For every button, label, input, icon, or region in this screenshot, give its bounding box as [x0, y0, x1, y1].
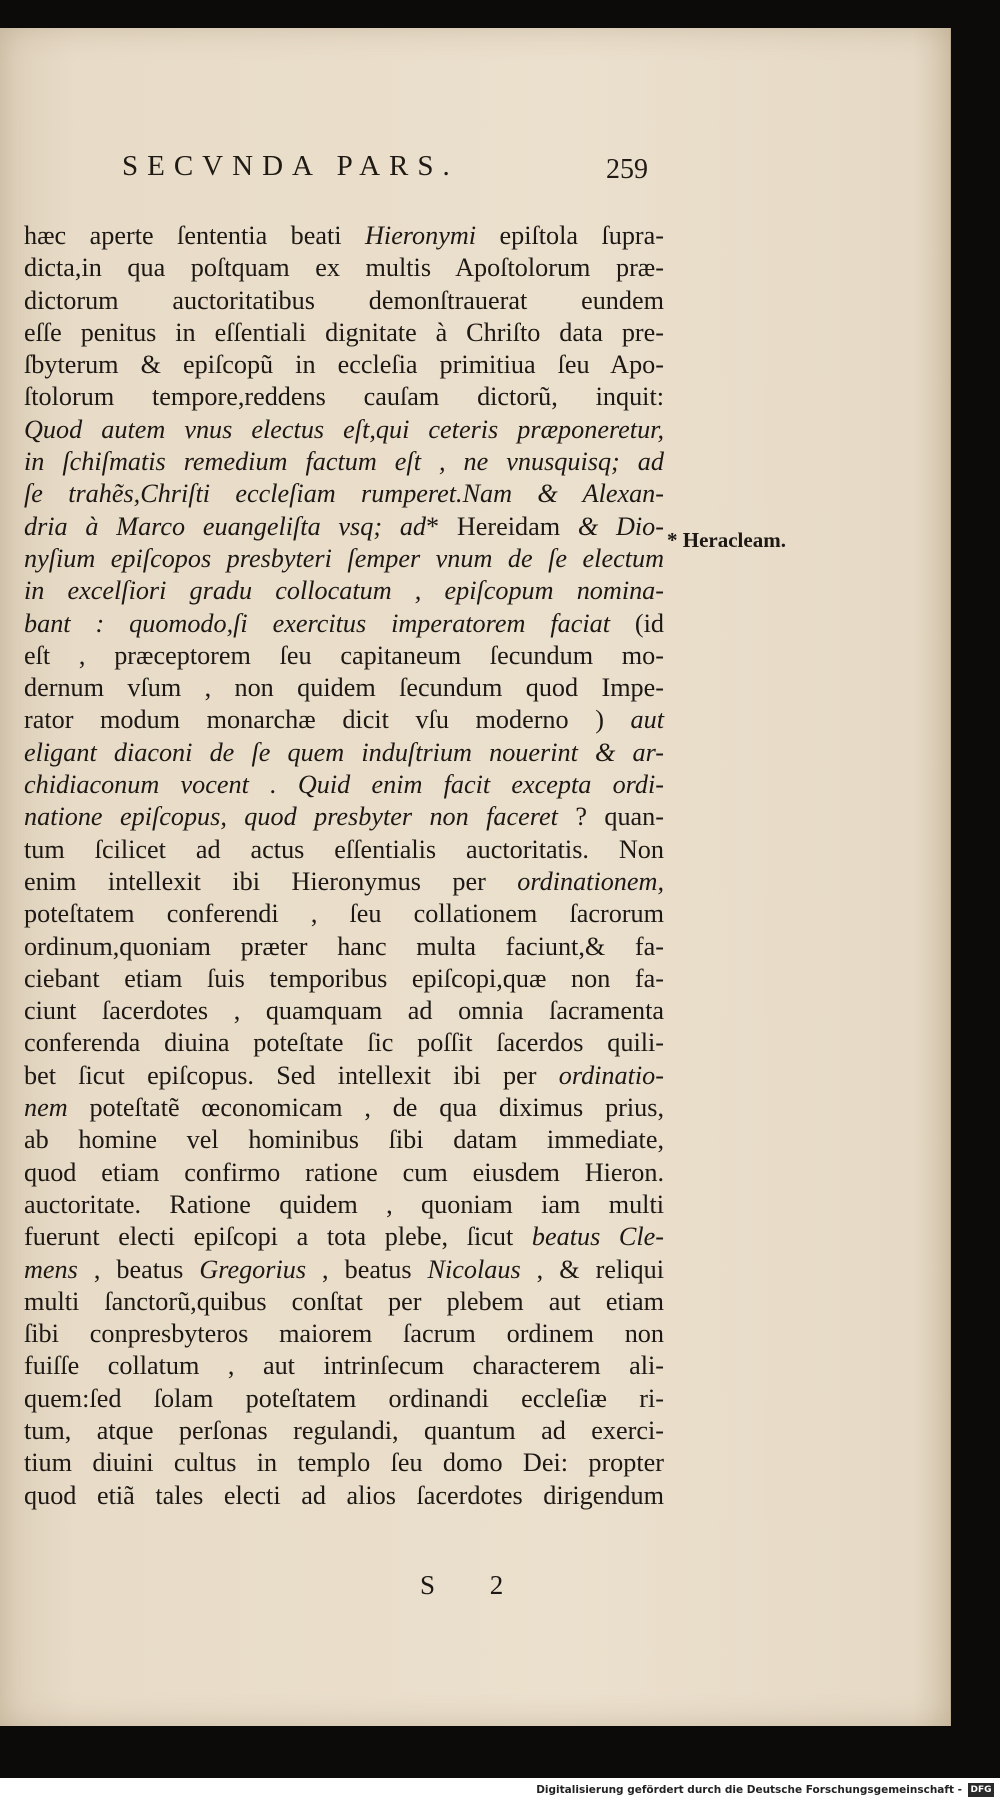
text-line	[24, 511, 664, 543]
running-head	[0, 150, 950, 190]
italic-segment: ordinatio-	[558, 1060, 664, 1090]
text-segment: eſſe penitus in eſſentiali dignitate à Chriſto data pre-	[24, 317, 664, 347]
italic-segment: & Dio-	[560, 511, 664, 541]
text-segment: , & reliqui	[520, 1254, 664, 1284]
italic-segment: Quod autem vnus electus eſt,qui ceteris præponeretur,	[24, 414, 664, 444]
italic-segment: in ſchiſmatis remedium factum eſt , ne vnusquisq; ad	[24, 447, 664, 477]
text-segment: eſt , præceptorem ſeu capitaneum ſecundum mo-	[24, 640, 664, 670]
dfg-logo: DFG	[968, 1783, 994, 1797]
italic-segment: bant : quomodo,ſi exercitus imperatorem faciat	[24, 608, 610, 638]
text-line	[24, 1027, 664, 1059]
text-line	[24, 995, 664, 1027]
text-line	[24, 1060, 664, 1092]
text-line	[24, 1286, 664, 1318]
text-line	[24, 1221, 664, 1253]
text-segment: ciunt ſacerdotes , quamquam ad omnia ſacramenta	[24, 996, 664, 1026]
italic-segment: Gregorius	[199, 1254, 307, 1284]
margin-note: * Heracleam.	[667, 528, 786, 552]
text-segment: quem:ſed ſolam poteſtatem ordinandi eccleſiæ ri-	[24, 1383, 664, 1413]
funding-notice: Digitalisierung gefördert durch die Deutsche Forschungsgemeinschaft -	[536, 1784, 962, 1796]
text-line	[24, 672, 664, 704]
text-line	[24, 1318, 664, 1350]
page-number: 259	[606, 154, 648, 185]
text-segment: ſibi conpresbyteros maiorem ſacrum ordinem non	[24, 1319, 664, 1349]
text-line	[24, 1157, 664, 1189]
text-segment: tum ſcilicet ad actus eſſentialis auctoritatis. Non	[24, 834, 664, 864]
italic-segment: in excelſiori gradu collocatum , epiſcopum nomina-	[24, 576, 664, 606]
text-line	[24, 381, 664, 413]
italic-segment: nem	[24, 1093, 68, 1123]
text-line	[24, 285, 664, 317]
text-line	[24, 769, 664, 801]
text-line	[24, 898, 664, 930]
text-line	[24, 608, 664, 640]
italic-segment: dria à Marco euangeliſta vsq; ad	[24, 511, 427, 541]
text-segment: quod etiã tales electi ad alios ſacerdotes dirigendum	[24, 1480, 664, 1510]
text-line	[24, 963, 664, 995]
italic-segment: Hieronymi	[365, 221, 477, 250]
italic-segment: nyſium epiſcopos presbyteri ſemper vnum de ſe electum	[24, 543, 664, 573]
book-page	[0, 28, 951, 1726]
text-segment: epiſtola ſupra-	[476, 221, 664, 250]
text-segment: multi ſanctorũ,quibus conſtat per plebem aut etiam	[24, 1286, 664, 1316]
text-line	[24, 737, 664, 769]
text-segment: ab homine vel hominibus ſibi datam immediate,	[24, 1125, 664, 1155]
text-segment: ciebant etiam ſuis temporibus epiſcopi,quæ non fa-	[24, 963, 664, 993]
text-line	[24, 834, 664, 866]
text-line	[24, 1383, 664, 1415]
text-segment: dernum vſum , non quidem ſecundum quod Impe-	[24, 673, 664, 703]
text-segment: rator modum monarchæ dicit vſu moderno )	[24, 705, 631, 735]
text-line	[24, 1092, 664, 1124]
text-segment: * Hereidam	[426, 511, 561, 541]
text-segment: fuiſſe collatum , aut intrinſecum characterem ali-	[24, 1351, 664, 1381]
text-line	[24, 1189, 664, 1221]
text-segment: tium diuini cultus in templo ſeu domo Dei: propter	[24, 1448, 664, 1478]
text-line	[24, 704, 664, 736]
text-segment: dicta,in qua poſtquam ex multis Apoſtolorum præ-	[24, 253, 664, 283]
footer-bar	[0, 1778, 1000, 1800]
italic-segment: beatus Cle-	[531, 1222, 664, 1252]
text-line	[24, 1447, 664, 1479]
text-segment: enim intellexit ibi Hieronymus per	[24, 866, 518, 896]
signature-mark: S 2	[420, 1570, 528, 1600]
text-segment: auctoritate. Ratione quidem , quoniam iam multi	[24, 1189, 664, 1219]
text-line	[24, 543, 664, 575]
text-line	[24, 446, 664, 478]
text-segment: poteſtatẽ œconomicam , de qua diximus prius,	[67, 1093, 664, 1123]
text-line	[24, 1480, 664, 1512]
text-line	[24, 931, 664, 963]
text-line	[24, 220, 664, 252]
text-line	[24, 1254, 664, 1286]
text-line	[24, 1415, 664, 1447]
text-segment: (id	[609, 608, 664, 638]
text-segment: , beatus	[306, 1254, 428, 1284]
text-line	[24, 478, 664, 510]
text-segment: conferenda diuina poteſtate ſic poſſit ſacerdos quili-	[24, 1028, 664, 1058]
text-segment: fuerunt electi epiſcopi a tota plebe, ſicut	[24, 1222, 532, 1252]
text-line	[24, 575, 664, 607]
text-line	[24, 317, 664, 349]
text-line	[24, 349, 664, 381]
italic-segment: natione epiſcopus, quod presbyter non faceret	[24, 802, 558, 832]
italic-segment: mens	[24, 1254, 78, 1284]
text-segment: hæc aperte ſententia beati	[24, 221, 365, 250]
text-segment: ordinum,quoniam præter hanc multa faciunt,& fa-	[24, 931, 664, 961]
text-line	[24, 1124, 664, 1156]
body-text	[24, 220, 664, 1512]
text-segment: ? quan-	[557, 802, 664, 832]
text-segment: ſtolorum tempore,reddens cauſam dictorũ, inquit:	[24, 382, 664, 412]
italic-segment: Nicolaus	[427, 1254, 521, 1284]
page-title: SECVNDA PARS.	[122, 150, 459, 182]
italic-segment: eligant diaconi de ſe quem induſtrium nouerint & ar-	[24, 737, 664, 767]
text-segment: poteſtatem conferendi , ſeu collationem ſacrorum	[24, 899, 664, 929]
text-line	[24, 866, 664, 898]
italic-segment: aut	[630, 705, 664, 735]
text-segment: ſbyterum & epiſcopũ in eccleſia primitiua ſeu Apo-	[24, 350, 664, 380]
text-segment: dictorum auctoritatibus demonſtrauerat eundem	[24, 285, 664, 315]
text-segment: quod etiam confirmo ratione cum eiusdem Hieron.	[24, 1157, 664, 1187]
text-line	[24, 1350, 664, 1382]
text-line	[24, 414, 664, 446]
text-line	[24, 252, 664, 284]
text-line	[24, 801, 664, 833]
text-segment: tum, atque perſonas regulandi, quantum ad exerci-	[24, 1415, 664, 1445]
text-segment: bet ſicut epiſcopus. Sed intellexit ibi per	[24, 1060, 559, 1090]
italic-segment: ordinationem,	[517, 866, 664, 896]
text-segment: , beatus	[77, 1254, 200, 1284]
italic-segment: ſe trahẽs,Chriſti eccleſiam rumperet.Nam & Alexan-	[24, 479, 664, 509]
italic-segment: chidiaconum vocent . Quid enim facit excepta ordi-	[24, 770, 664, 800]
text-line	[24, 640, 664, 672]
